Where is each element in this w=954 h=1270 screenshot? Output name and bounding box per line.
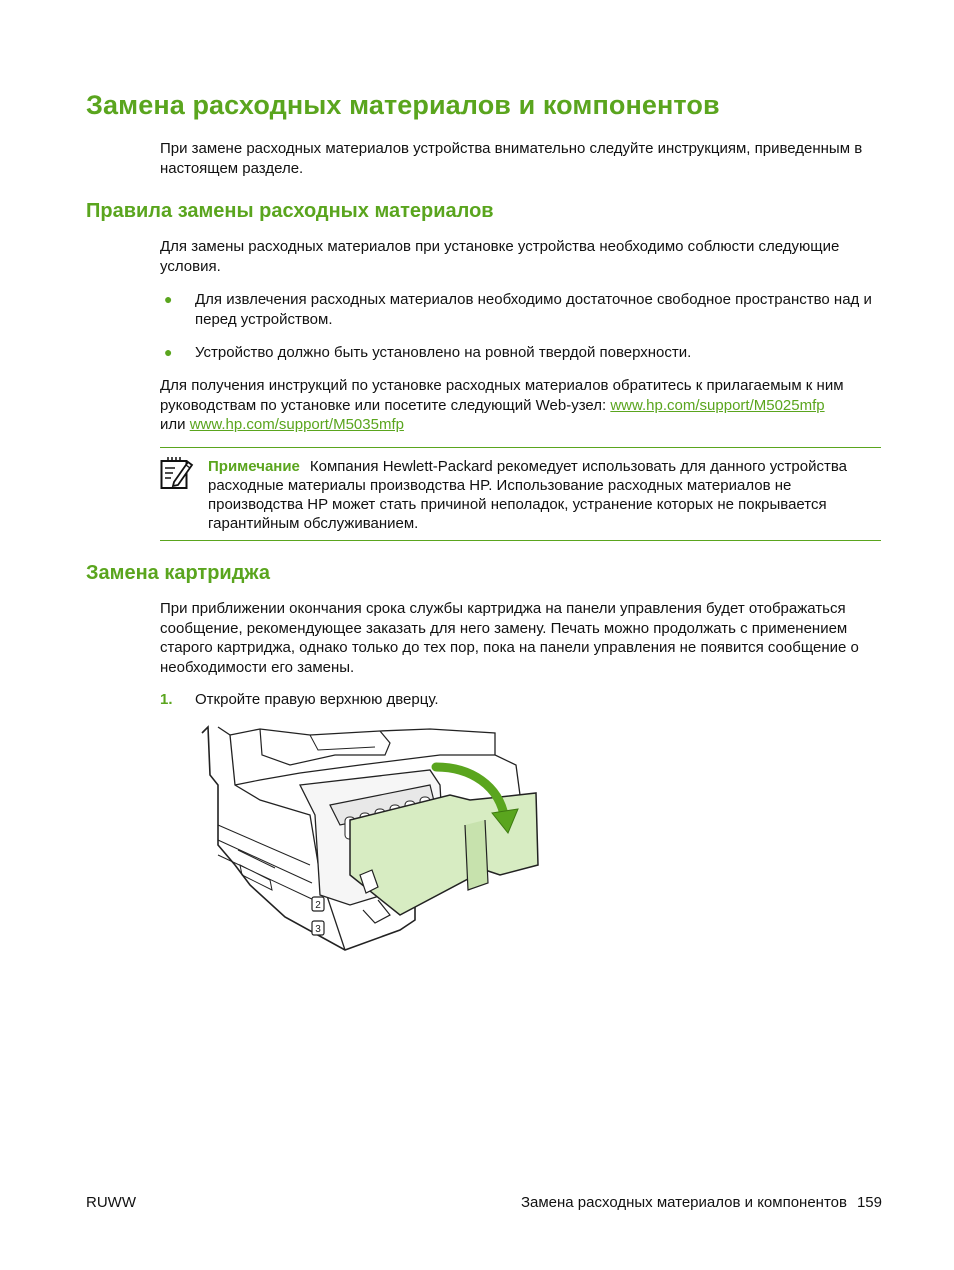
svg-text:3: 3 xyxy=(315,924,321,935)
note-text xyxy=(208,457,883,533)
page-number: 159 xyxy=(856,1194,882,1211)
section-heading-cartridge: Замена картриджа xyxy=(86,562,270,584)
bullet-icon: ● xyxy=(164,344,173,360)
step-text: Откройте правую верхнюю дверцу. xyxy=(195,691,439,708)
support-link-m5025[interactable]: www.hp.com/support/M5025mfp xyxy=(610,396,825,414)
or-text: или xyxy=(160,416,190,433)
instructions-paragraph xyxy=(160,376,885,435)
instructions-text: Для получения инструкций по установке расходных материалов обратитесь к прилагаемым к ним руководствам по установке или посетите следующий Web-узел: xyxy=(160,377,844,414)
note-box xyxy=(160,447,881,541)
bullet-icon: ● xyxy=(164,291,173,307)
footer-right xyxy=(521,1194,882,1211)
note-pencil-icon xyxy=(160,456,194,490)
footer-section-title: Замена расходных материалов и компонентов xyxy=(520,1194,847,1211)
step-number: 1. xyxy=(160,691,173,708)
list-item-text: Для извлечения расходных материалов необходимо достаточное свободное пространство над и перед устройством. xyxy=(195,291,872,328)
page-title: Замена расходных материалов и компонентов xyxy=(86,90,720,120)
section-heading-rules: Правила замены расходных материалов xyxy=(86,200,494,222)
list-item-text: Устройство должно быть установлено на ровной твердой поверхности. xyxy=(195,344,692,361)
support-link-m5035[interactable]: www.hp.com/support/M5035mfp xyxy=(189,416,404,433)
footer-left: RUWW xyxy=(86,1194,136,1211)
svg-text:2: 2 xyxy=(315,900,321,911)
intro-paragraph: При замене расходных материалов устройства внимательно следуйте инструкциям, приведенным в настоящем разделе. xyxy=(160,140,863,177)
rules-lead-paragraph: Для замены расходных материалов при установке устройства необходимо соблюсти следующие условия. xyxy=(160,238,840,275)
note-label: Примечание xyxy=(208,458,300,475)
printer-open-door-illustration xyxy=(200,725,545,955)
cartridge-lead-paragraph: При приближении окончания срока службы картриджа на панели управления будет отображаться сообщение, рекомендующее заказать для него замену. Печать можно продолжать с применением старого картриджа, однако только до тех пор, пока на панели управления не появится сообщение о необходимости его замены. xyxy=(160,600,859,676)
note-content: Компания Hewlett-Packard рекомедует использовать для данного устройства расходные материалы производства HP. Использование расходных материалов не производства HP может стать причиной неполадок, устранение которых не покрывается гарантийным обслуживанием. xyxy=(208,458,847,532)
